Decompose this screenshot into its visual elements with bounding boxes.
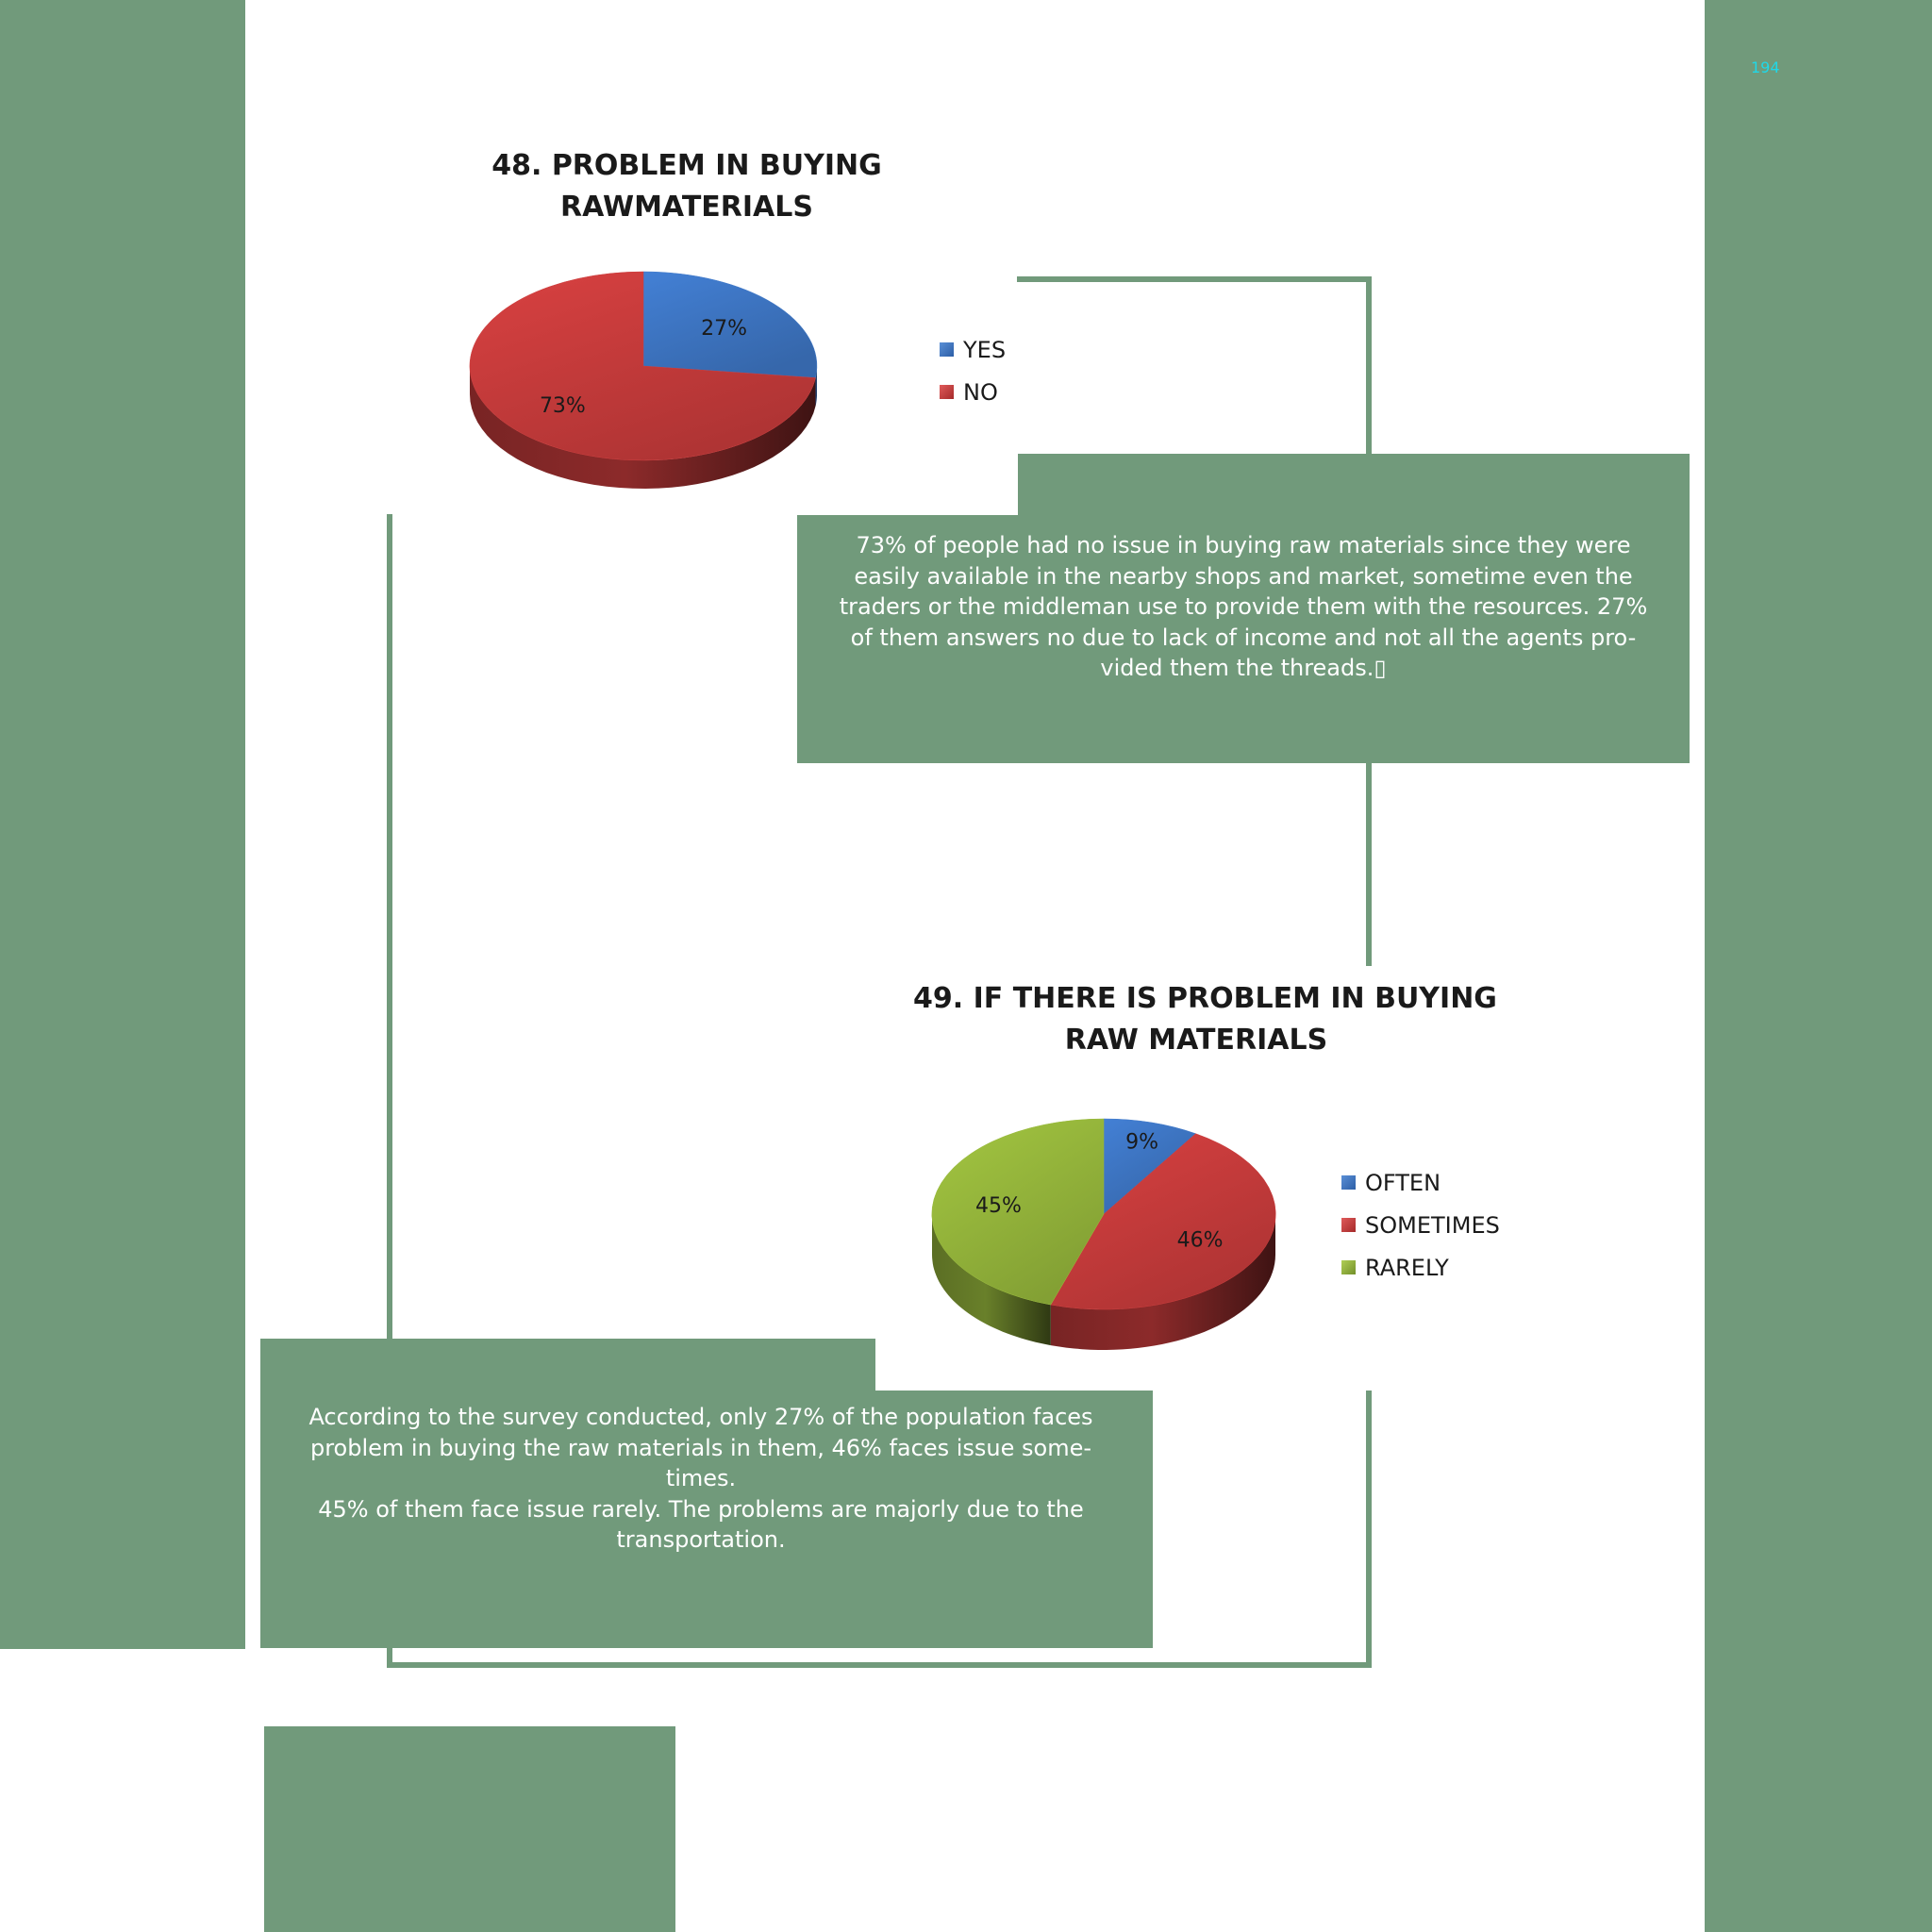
chart49-data-label-often: 9% xyxy=(1125,1130,1159,1155)
chart49-data-label-rarely: 45% xyxy=(975,1194,1022,1219)
legend-item-often xyxy=(1341,1161,1500,1204)
chart49-note xyxy=(267,1402,1135,1556)
legend-label-often: OFTEN xyxy=(1365,1169,1441,1196)
note-panel-top-tab xyxy=(1018,454,1690,520)
chart49-note-line-2: problem in buying the raw materials in them, 46% faces issue some- xyxy=(309,1434,1091,1461)
chart48-note-line-3: traders or the middleman use to provide them with the resources. 27% xyxy=(839,593,1648,621)
frame-line-bottom xyxy=(387,1662,1372,1668)
bottom-green-block xyxy=(264,1726,675,1932)
legend-label-sometimes: SOMETIMES xyxy=(1365,1211,1500,1239)
legend-item-yes xyxy=(940,328,1006,371)
chart48-note-line-4: of them answers no due to lack of income and not all the agents pro- xyxy=(850,624,1637,651)
chart48-note xyxy=(809,530,1677,684)
chart49-note-line-5: transportation. xyxy=(616,1526,786,1554)
chart49-title xyxy=(913,978,1497,1061)
legend-swatch-sometimes xyxy=(1341,1218,1356,1232)
right-green-band xyxy=(1705,0,1932,1932)
chart49-legend xyxy=(1341,1161,1500,1289)
chart48-pie xyxy=(453,255,830,481)
note-panel-bottom-tab xyxy=(260,1339,875,1395)
chart48-note-line-2: easily available in the nearby shops and market, sometime even the xyxy=(854,562,1633,590)
chart49-pie xyxy=(915,1108,1292,1335)
frame-line-top xyxy=(1017,276,1372,282)
chart49-note-line-3: times. xyxy=(665,1465,737,1492)
legend-item-sometimes xyxy=(1341,1204,1500,1246)
chart48-data-label-no: 73% xyxy=(539,394,586,418)
chart48-title-line-1: 48. PROBLEM IN BUYING xyxy=(491,149,882,182)
chart49-title-line-1: 49. IF THERE IS PROBLEM IN BUYING xyxy=(913,982,1497,1015)
chart49-data-label-sometimes: 46% xyxy=(1176,1228,1224,1253)
legend-swatch-rarely xyxy=(1341,1260,1356,1274)
legend-label-no: NO xyxy=(963,378,998,406)
legend-label-yes: YES xyxy=(963,336,1007,363)
chart48-legend xyxy=(940,328,1006,413)
legend-label-rarely: RARELY xyxy=(1365,1254,1449,1281)
chart48-title xyxy=(451,145,923,228)
page-number: 194 xyxy=(1751,58,1780,76)
chart49-title-line-2: RAW MATERIALS xyxy=(1064,1024,1328,1057)
legend-swatch-no xyxy=(940,385,954,399)
legend-item-no xyxy=(940,371,1006,413)
chart49-note-line-4: 45% of them face issue rarely. The problems are majorly due to the xyxy=(318,1495,1084,1523)
chart49-note-line-1: According to the survey conducted, only 27% of the population faces xyxy=(308,1404,1093,1430)
legend-item-rarely xyxy=(1341,1246,1500,1289)
chart48-title-line-2: RAWMATERIALS xyxy=(560,191,813,224)
chart48-note-line-5: vided them the threads.▯ xyxy=(1100,655,1387,682)
legend-swatch-yes xyxy=(940,342,954,357)
chart48-note-line-1: 73% of people had no issue in buying raw materials since they were xyxy=(856,532,1631,558)
chart48-data-label-yes: 27% xyxy=(701,317,748,341)
legend-swatch-often xyxy=(1341,1175,1356,1190)
left-green-band xyxy=(0,0,245,1649)
